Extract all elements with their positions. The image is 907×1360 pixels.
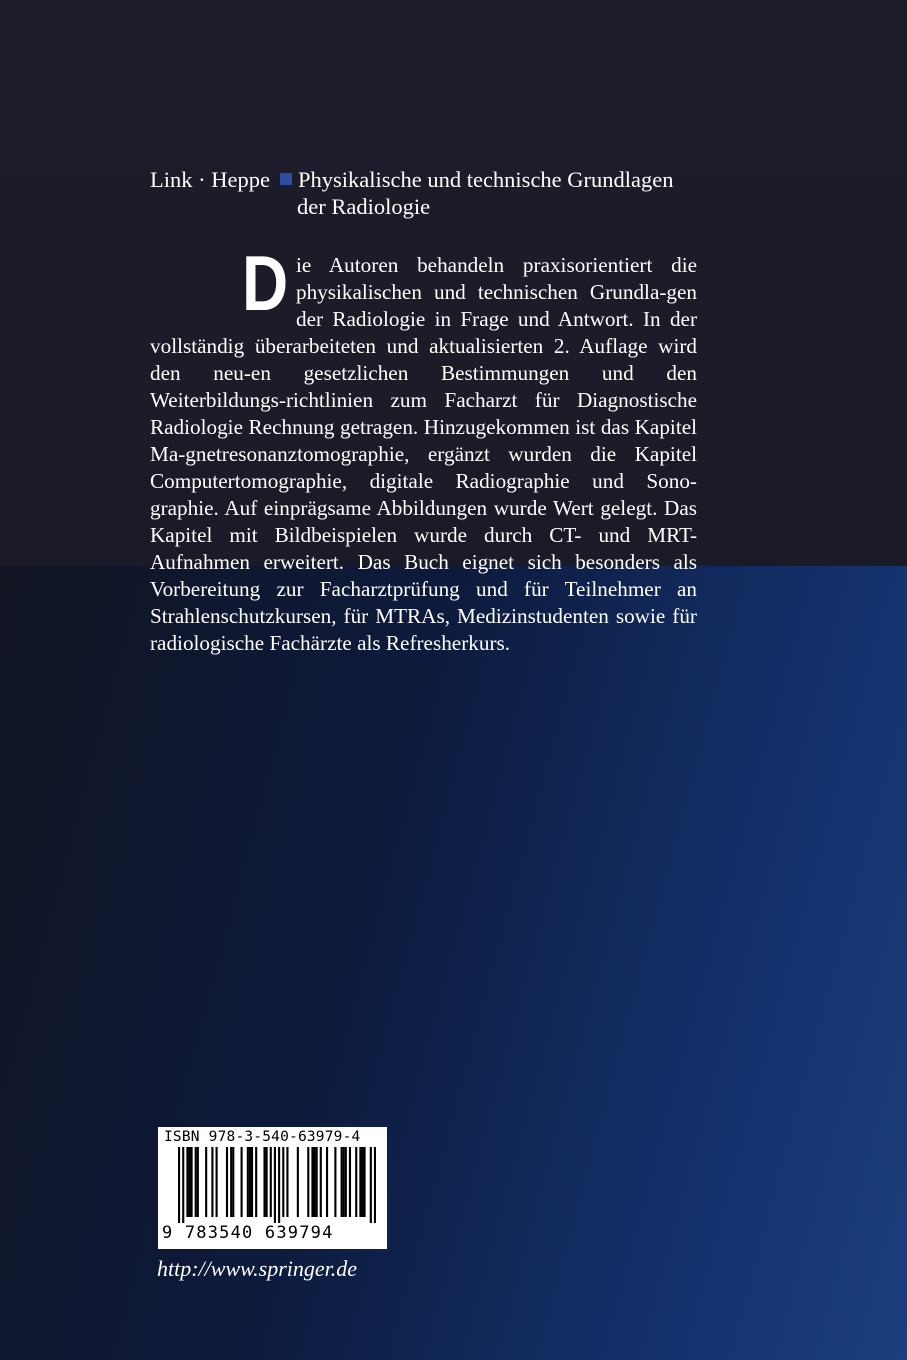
- barcode-bar: [286, 1147, 288, 1217]
- barcode-bar: [349, 1147, 351, 1217]
- barcode-bar: [255, 1147, 257, 1217]
- barcode-bar: [263, 1147, 265, 1217]
- barcode-bars: [178, 1147, 376, 1223]
- authors: Link · Heppe: [150, 167, 270, 192]
- barcode-bar: [359, 1147, 361, 1217]
- barcode-bar: [251, 1147, 253, 1217]
- isbn-label: ISBN 978-3-540-63979-4: [164, 1129, 361, 1145]
- barcode-bar: [282, 1147, 284, 1217]
- barcode-bar: [341, 1147, 343, 1217]
- barcode-bar: [307, 1147, 309, 1217]
- barcode-bar: [249, 1147, 251, 1217]
- barcode-bar: [266, 1147, 268, 1217]
- barcode-bar: [178, 1147, 180, 1223]
- barcode-bar: [186, 1147, 188, 1217]
- barcode-bar: [230, 1147, 232, 1217]
- barcode-bar: [326, 1147, 328, 1217]
- barcode-bar: [345, 1147, 347, 1217]
- barcode-bar: [320, 1147, 322, 1217]
- barcode-bar: [311, 1147, 313, 1217]
- barcode-bar: [370, 1147, 372, 1223]
- blurb-text: ie Autoren behandeln praxisorientiert die physikalischen und technischen Grundla-gen der Radiologie in Frage und Antwort. In der vollständig überarbeiteten und aktualisierten 2. Auflage wird den neu-en gesetzlichen Bestimmungen und den Weiterbildungs-richtlinien zum Facharzt für Diagnostische Radiologie Rechnung getragen. Hinzugekommen ist das Kapitel Ma-gnetresonanztomographie, ergänzt wurden die Kapitel Computertomographie, digitale Radiographie und Sono-graphie. Auf einprägsame Abbildungen wurde Wert gelegt. Das Kapitel mit Bildbeispielen wurde durch CT- und MRT-Aufnahmen erweitert. Das Buch eignet sich besonders als Vorbereitung zur Facharztprüfung und für Teilnehmer an Strahlenschutzkursen, für MTRAs, Medizinstudenten sowie für radiologische Fachärzte als Refresherkurs.: [150, 253, 697, 655]
- publisher-url: http://www.springer.de: [157, 1256, 358, 1281]
- barcode-bar: [188, 1147, 190, 1217]
- barcode-digits: 9 783540 639794: [162, 1223, 334, 1243]
- drop-cap: D: [242, 239, 289, 327]
- barcode-bar: [241, 1147, 243, 1217]
- book-title-line1: Physikalische und technische Grundlagen: [297, 167, 674, 192]
- barcode-bar: [363, 1147, 365, 1217]
- barcode-bar: [274, 1147, 276, 1223]
- book-blurb: [150, 239, 697, 657]
- barcode-bar: [355, 1147, 357, 1217]
- barcode-bar: [316, 1147, 318, 1217]
- barcode-bar: [232, 1147, 234, 1217]
- cover-bottom-band: [0, 566, 907, 1360]
- barcode-bar: [211, 1147, 213, 1217]
- barcode-bar: [278, 1147, 280, 1223]
- barcode-bar: [270, 1147, 272, 1217]
- barcode-bar: [205, 1147, 207, 1217]
- barcode-bar: [343, 1147, 345, 1217]
- barcode-bar: [216, 1147, 218, 1217]
- barcode-bar: [313, 1147, 315, 1217]
- barcode-bar: [297, 1147, 299, 1217]
- barcode-bar: [334, 1147, 336, 1217]
- barcode-bar: [247, 1147, 249, 1217]
- book-header: [150, 166, 710, 220]
- barcode-bar: [182, 1147, 184, 1223]
- isbn-barcode: [158, 1127, 387, 1249]
- barcode-bar: [374, 1147, 376, 1223]
- barcode-bar: [197, 1147, 199, 1217]
- barcode-bar: [361, 1147, 363, 1217]
- barcode-bar: [191, 1147, 193, 1217]
- book-title-line2: der Radiologie: [297, 194, 431, 219]
- square-bullet-icon: [280, 173, 292, 185]
- barcode-bar: [195, 1147, 197, 1217]
- barcode-bar: [226, 1147, 228, 1217]
